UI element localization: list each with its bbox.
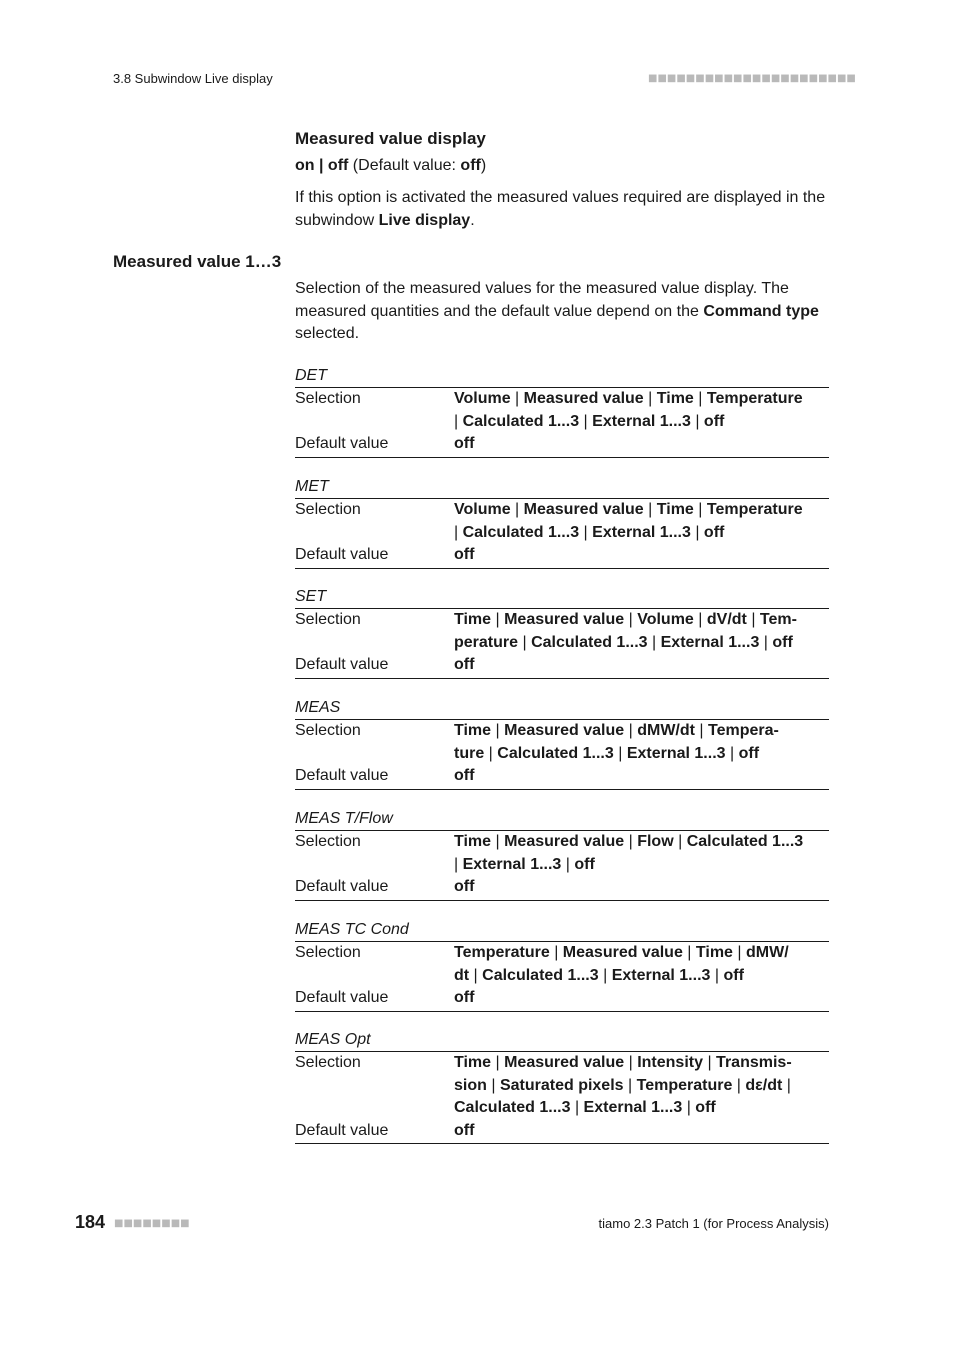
default-value: off xyxy=(454,1121,475,1139)
separator: | xyxy=(628,1054,633,1071)
option-on: on xyxy=(295,157,315,174)
separator: | xyxy=(574,1099,580,1116)
selection-values xyxy=(454,1052,829,1120)
selection-line: | Calculated 1...3 | External 1...3 | off xyxy=(454,412,725,430)
default-label: Default value xyxy=(295,1121,389,1139)
separator: | xyxy=(628,833,633,850)
selection-row xyxy=(295,831,829,876)
default-row xyxy=(295,987,829,1010)
selection-label: Selection xyxy=(295,390,361,407)
selection-row xyxy=(295,942,829,987)
separator: | xyxy=(488,744,493,762)
default-value: off xyxy=(454,435,475,452)
selection-values xyxy=(454,609,829,654)
table-body xyxy=(295,941,829,1012)
selection-values xyxy=(454,942,829,987)
selection-line: Calculated 1...3 | External 1...3 | off xyxy=(454,1099,716,1116)
table-body xyxy=(295,498,829,569)
separator: | xyxy=(687,944,692,961)
measured-value-display-description xyxy=(295,187,829,232)
selection-label: Selection xyxy=(295,944,361,961)
table-caption: MET xyxy=(295,478,329,495)
separator: | xyxy=(454,855,459,873)
desc-end: . xyxy=(470,211,475,229)
footer-product: tiamo 2.3 Patch 1 (for Process Analysis) xyxy=(598,1216,829,1231)
separator: | xyxy=(698,501,703,518)
measured-value-display-title: Measured value display xyxy=(295,129,486,148)
default-prefix: (Default value: xyxy=(348,157,461,174)
measured-value-display-options xyxy=(295,155,829,178)
desc-bold: Command type xyxy=(703,302,819,320)
selection-row xyxy=(295,1052,829,1120)
table-caption: MEAS xyxy=(295,699,341,716)
selection-values xyxy=(454,720,829,765)
page-number: 184 xyxy=(75,1212,106,1232)
separator: | xyxy=(515,501,520,518)
separator: | xyxy=(628,611,633,628)
separator: | xyxy=(454,523,459,541)
default-suffix: ) xyxy=(480,157,487,174)
table-meas-t-flow xyxy=(295,808,829,901)
selection-row xyxy=(295,388,829,433)
default-value: off xyxy=(454,989,475,1006)
separator: | xyxy=(522,633,527,651)
selection-line: ture | Calculated 1...3 | External 1...3 | off xyxy=(454,744,760,762)
selection-line: | External 1...3 | off xyxy=(454,855,595,873)
separator: | xyxy=(686,1099,691,1116)
selection-row xyxy=(295,609,829,654)
default-row xyxy=(295,1120,829,1143)
separator: | xyxy=(695,412,700,430)
separator: | xyxy=(648,501,653,518)
separator: | xyxy=(698,611,703,628)
footer-dots: ■■■■■■■■ xyxy=(114,1218,190,1229)
default-row xyxy=(295,765,829,788)
default-row xyxy=(295,876,829,899)
table-caption: MEAS TC Cond xyxy=(295,921,409,938)
separator: | xyxy=(678,833,683,850)
separator: | xyxy=(454,412,459,430)
separator: | xyxy=(763,633,768,651)
separator: | xyxy=(515,390,520,407)
measured-value-13-description xyxy=(295,278,829,346)
separator: | xyxy=(495,1054,500,1071)
measured-value-13-title: Measured value 1…3 xyxy=(113,252,282,271)
separator: | xyxy=(628,1076,633,1094)
running-header: 3.8 Subwindow Live display xyxy=(113,71,273,86)
separator: | xyxy=(495,722,500,739)
table-meas-opt xyxy=(295,1029,829,1144)
selection-line: Time | Measured value | Intensity | Transmis- xyxy=(454,1054,792,1071)
separator: | xyxy=(628,722,633,739)
separator: | xyxy=(652,633,657,651)
default-label: Default value xyxy=(295,546,389,563)
selection-row xyxy=(295,720,829,765)
desc-text: Selection of the measured values for the measured value display. The measured quantities and the default value depend on the xyxy=(295,280,789,320)
option-sep: | xyxy=(314,157,328,174)
selection-label: Selection xyxy=(295,611,361,628)
selection-line: dt | Calculated 1...3 | External 1...3 | off xyxy=(454,966,744,984)
desc-bold: Live display xyxy=(378,211,471,229)
table-body xyxy=(295,1051,829,1144)
separator: | xyxy=(751,611,756,628)
selection-values xyxy=(454,499,829,544)
default-row xyxy=(295,544,829,567)
separator: | xyxy=(554,944,559,961)
separator: | xyxy=(495,833,500,850)
default-label: Default value xyxy=(295,656,389,673)
separator: | xyxy=(695,523,700,541)
separator: | xyxy=(495,611,500,628)
default-row xyxy=(295,654,829,677)
selection-values xyxy=(454,831,829,876)
selection-line: Temperature | Measured value | Time | dMW/ xyxy=(454,944,789,961)
selection-line: Volume | Measured value | Time | Temperature xyxy=(454,390,803,407)
separator: | xyxy=(565,855,570,873)
separator: | xyxy=(707,1054,712,1071)
header-dots: ■■■■■■■■■■■■■■■■■■■■■■ xyxy=(648,73,856,84)
selection-label: Selection xyxy=(295,722,361,739)
selection-row xyxy=(295,499,829,544)
default-label: Default value xyxy=(295,989,389,1006)
separator: | xyxy=(729,744,735,762)
table-set xyxy=(295,586,829,679)
default-row xyxy=(295,433,829,456)
separator: | xyxy=(699,722,704,739)
selection-line: Time | Measured value | Volume | dV/dt | Tem- xyxy=(454,611,797,628)
separator: | xyxy=(737,944,742,961)
separator: | xyxy=(786,1076,791,1094)
selection-values xyxy=(454,388,829,433)
table-met xyxy=(295,476,829,569)
separator: | xyxy=(491,1076,496,1094)
table-body xyxy=(295,608,829,679)
selection-label: Selection xyxy=(295,1054,361,1071)
selection-label: Selection xyxy=(295,833,361,850)
selection-line: Volume | Measured value | Time | Temperature xyxy=(454,501,803,518)
separator: | xyxy=(698,390,703,407)
table-det xyxy=(295,365,829,458)
default-value: off xyxy=(454,878,475,895)
default-label: Default value xyxy=(295,767,389,784)
option-off: off xyxy=(327,157,349,174)
default-value: off xyxy=(460,157,481,174)
separator: | xyxy=(648,390,653,407)
selection-line: sion | Saturated pixels | Temperature | dε/dt | xyxy=(454,1076,791,1094)
selection-line: perature | Calculated 1...3 | External 1...3 | off xyxy=(454,633,793,651)
selection-line: Time | Measured value | Flow | Calculated 1...3 xyxy=(454,833,804,850)
table-caption: MEAS T/Flow xyxy=(295,810,393,827)
selection-line: Time | Measured value | dMW/dt | Tempera- xyxy=(454,722,779,739)
default-value: off xyxy=(454,767,475,784)
separator: | xyxy=(603,966,608,984)
table-caption: SET xyxy=(295,588,327,605)
separator: | xyxy=(473,966,478,984)
separator: | xyxy=(736,1076,741,1094)
desc-end: selected. xyxy=(295,325,360,342)
default-value: off xyxy=(454,546,475,563)
default-value: off xyxy=(454,656,475,673)
selection-line: | Calculated 1...3 | External 1...3 | off xyxy=(454,523,725,541)
separator: | xyxy=(583,523,588,541)
selection-label: Selection xyxy=(295,501,361,518)
separator: | xyxy=(618,744,623,762)
separator: | xyxy=(583,412,588,430)
desc-text: If this option is activated the measured values required are displayed in the subwindow xyxy=(295,189,826,229)
default-label: Default value xyxy=(295,878,389,895)
table-meas xyxy=(295,697,829,790)
table-meas-tc-cond xyxy=(295,919,829,1012)
table-body xyxy=(295,387,829,458)
table-caption: DET xyxy=(295,367,327,384)
table-body xyxy=(295,830,829,901)
table-body xyxy=(295,719,829,790)
default-label: Default value xyxy=(295,435,389,452)
table-caption: MEAS Opt xyxy=(295,1031,371,1048)
separator: | xyxy=(714,966,720,984)
